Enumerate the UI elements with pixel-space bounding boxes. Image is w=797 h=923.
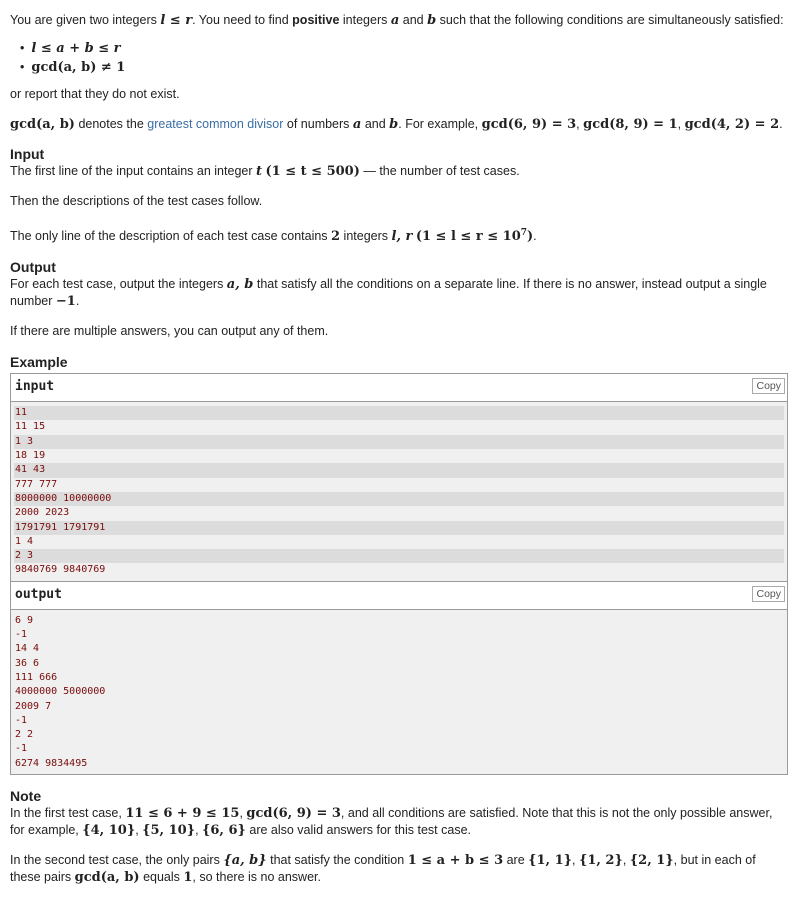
output-paragraph-1: [10, 276, 789, 310]
sample-line: 2 2: [15, 729, 34, 741]
text: integers: [340, 229, 392, 244]
text: In the first test case,: [10, 805, 126, 820]
text: . You need to find: [192, 13, 293, 27]
sample-input-box[interactable]: [11, 402, 787, 581]
sample-line: 1 3: [14, 435, 784, 449]
sample-tests: [10, 373, 788, 775]
sample-line: 111 666: [15, 671, 58, 683]
output-header: [11, 581, 787, 610]
input-paragraph-2: Then the descriptions of the test cases follow.: [10, 194, 263, 208]
text: ,: [572, 852, 579, 867]
math-one: 1: [183, 869, 193, 885]
text: are: [503, 852, 529, 867]
output-paragraph-2: If there are multiple answers, you can output any of them.: [10, 324, 329, 339]
sample-line: 36 6: [15, 657, 40, 669]
math-t: t: [255, 164, 262, 179]
math-l-le-r: l ≤ r: [160, 13, 193, 28]
text: , and all conditions are satisfied. Note that this is not the only possible answer, for example,: [10, 805, 773, 837]
condition-item: [20, 58, 789, 77]
conditions-list: [10, 39, 789, 77]
math-set: {1, 2}: [578, 852, 623, 868]
text: ,: [576, 117, 584, 131]
sample-line: 6 9: [15, 614, 34, 626]
math-example-1: gcd(6, 9) = 3: [481, 117, 577, 132]
text: integers: [339, 13, 391, 27]
math-minus-one: −1: [55, 294, 76, 310]
text: , so there is no answer.: [192, 869, 321, 884]
sample-line: 2 3: [14, 549, 784, 563]
math-gcd: gcd(a, b): [10, 117, 75, 132]
gcd-wiki-link[interactable]: greatest common divisor: [147, 117, 284, 131]
math-two: 2: [331, 229, 341, 245]
text: ,: [622, 852, 630, 867]
sample-line: 1791791 1791791: [14, 521, 784, 535]
text: . For example,: [398, 117, 482, 131]
output-label: output: [15, 586, 62, 602]
example-heading: Example: [10, 354, 68, 371]
text: For each test case, output the integers: [10, 277, 227, 292]
sample-line: 11 15: [15, 421, 46, 433]
text: of numbers: [283, 117, 353, 131]
math-l-r: l, r: [391, 229, 413, 245]
sample-line: 11: [14, 406, 784, 420]
sample-line: 41 43: [14, 463, 784, 477]
input-label: input: [15, 379, 55, 395]
text: ,: [239, 805, 247, 820]
math-a: a: [390, 13, 400, 28]
text: equals: [139, 869, 184, 884]
text: and: [399, 13, 428, 27]
input-paragraph-3: [10, 225, 789, 245]
math-a: a: [352, 117, 362, 132]
note-paragraph-2: [10, 852, 789, 886]
sample-line: 777 777: [15, 478, 58, 490]
sample-line: -1: [15, 743, 28, 755]
text: and: [361, 117, 390, 131]
math-set: {5, 10}: [142, 822, 196, 838]
math-set: {2, 1}: [629, 852, 674, 868]
report-paragraph: or report that they do not exist.: [10, 87, 180, 101]
math-set: {4, 10}: [82, 822, 136, 838]
text: , but in each of these pairs: [10, 852, 756, 884]
output-heading: Output: [10, 259, 56, 276]
sample-line: 8000000 10000000: [14, 492, 784, 506]
sample-output-box[interactable]: [11, 610, 787, 774]
text: denotes the: [74, 117, 148, 131]
text: The only line of the description of each test case contains: [10, 229, 332, 244]
math-note-ineq: 11 ≤ 6 + 9 ≤ 15: [125, 805, 240, 821]
math-exponent: 7: [520, 228, 528, 238]
text: ,: [677, 117, 685, 131]
copy-output-button[interactable]: Copy: [752, 586, 785, 602]
input-heading: Input: [10, 146, 45, 162]
copy-input-button[interactable]: Copy: [752, 378, 785, 394]
note-paragraph-1: [10, 805, 789, 839]
text: such that the following conditions are simultaneously satisfied:: [436, 13, 784, 27]
sample-line: 4000000 5000000: [15, 686, 106, 698]
sample-line: 14 4: [15, 643, 40, 655]
text: You are given two integers: [10, 13, 161, 27]
text: — the number of test cases.: [359, 164, 520, 178]
text: ,: [135, 822, 143, 837]
sample-line: 2000 2023: [15, 507, 70, 519]
sample-line: 1 4: [15, 535, 34, 547]
text: .: [75, 294, 80, 309]
sample-line: 2009 7: [15, 700, 52, 712]
math-gcd: gcd(a, b): [74, 869, 140, 885]
math-pair: {a, b}: [223, 852, 267, 868]
math-close-paren: ): [527, 229, 534, 245]
math-a-b: a, b: [226, 277, 254, 293]
sample-line: -1: [15, 629, 28, 641]
text: that satisfy the condition: [266, 852, 408, 867]
input-header: [11, 374, 787, 402]
condition-item: [20, 39, 789, 58]
bold-positive: positive: [292, 13, 340, 27]
sample-line: 6274 9834495: [15, 757, 88, 769]
math-note-gcd: gcd(6, 9) = 3: [246, 805, 341, 821]
math-set: {6, 6}: [202, 822, 246, 838]
sample-line: 9840769 9840769: [15, 564, 106, 576]
math-condition: 1 ≤ a + b ≤ 3: [407, 852, 504, 868]
input-paragraph-1: [10, 163, 789, 180]
math-b: b: [427, 13, 437, 28]
gcd-definition-paragraph: gcd(a, b) denotes the greatest common divisor of numbers a and b. For example, gcd(6, 9) = 3, gcd(8, 9) = 1, gcd(4, 2) = 2.: [10, 117, 783, 132]
intro-paragraph: [10, 12, 789, 29]
math-lr-range: (1 ≤ l ≤ r ≤ 10: [415, 229, 521, 245]
note-heading: Note: [10, 787, 42, 804]
math-example-2: gcd(8, 9) = 1: [583, 117, 678, 132]
math-condition-1: l ≤ a + b ≤ r: [31, 41, 121, 56]
math-b: b: [389, 117, 399, 132]
math-example-3: gcd(4, 2) = 2: [684, 117, 780, 132]
math-set: {1, 1}: [528, 852, 573, 868]
text: ,: [195, 822, 203, 837]
text: are also valid answers for this test case.: [245, 822, 471, 837]
text: The first line of the input contains an integer: [10, 164, 256, 178]
text: In the second test case, the only pairs: [10, 852, 224, 867]
text: .: [533, 229, 537, 244]
math-t-range: (1 ≤ t ≤ 500): [265, 164, 360, 179]
sample-line: 18 19: [15, 450, 46, 462]
sample-line: -1: [15, 714, 28, 726]
text: that satisfy all the conditions on a separate line. If there is no answer, instead output a single number: [10, 277, 767, 309]
math-condition-2: gcd(a, b) ≠ 1: [31, 60, 126, 75]
